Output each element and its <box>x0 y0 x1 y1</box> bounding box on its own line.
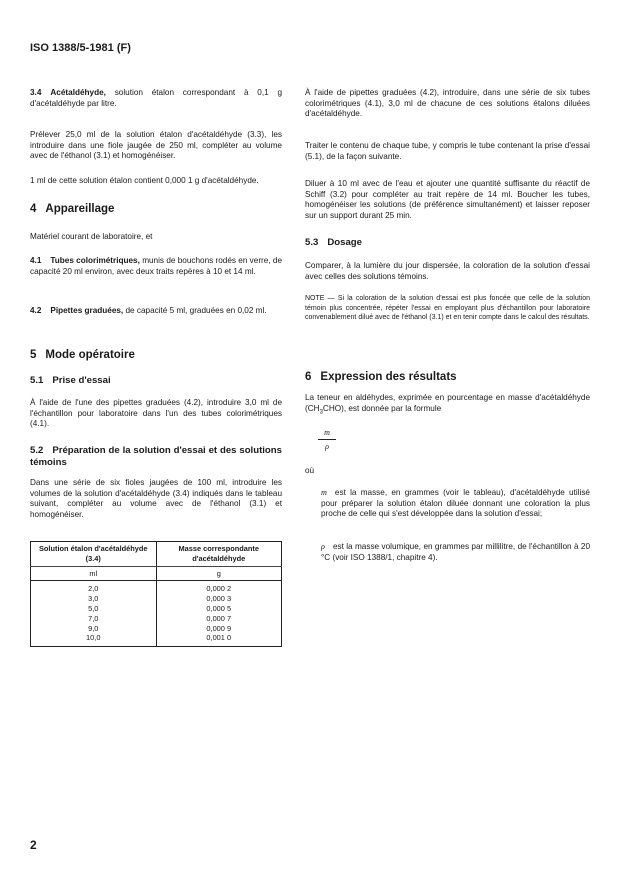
section-heading-6: 6 Expression des résultats <box>305 371 457 383</box>
table-row: 5,0 0,000 5 <box>31 604 282 614</box>
document-header: ISO 1388/5-1981 (F) <box>30 42 131 54</box>
table-header: Solution étalon d'acétaldéhyde (3.4) <box>31 542 157 567</box>
where-label: où <box>305 466 315 475</box>
definition-rho: ρ est la masse volumique, en grammes par millilitre, de l'échantillon à 20 °C (voir ISO 1388/1, chapitre 4). <box>321 542 590 562</box>
paragraph: La teneur en aldéhydes, exprimée en pourcentage en masse d'acétaldéhyde $(CH_3CHO)$, est donnée par la formule <box>305 393 590 416</box>
table-unit: ml <box>31 566 157 581</box>
paragraph: À l'aide de pipettes graduées (4.2), introduire, dans une série de six tubes colorimétriques (4.1), 3,0 ml de chacune de ces solutions étalons diluées d'acétaldéhyde. <box>305 88 590 119</box>
paragraph: À l'aide de l'une des pipettes graduées (4.2), introduire 3,0 ml de l'échantillon pour laboratoire dans l'un des tubes colorimétriques (4.1). <box>30 398 282 429</box>
table-unit: g <box>156 566 282 581</box>
paragraph: Matériel courant de laboratoire, et <box>30 232 153 241</box>
table-row: 2,0 0,000 2 <box>31 581 282 594</box>
paragraph: Diluer à 10 ml avec de l'eau et ajouter une quantité suffisante du réactif de Schiff (3.2) pour compléter au trait repère de 14 ml. Boucher les tubes, homogénéiser les solutions (de préférence simultanément) et laisser reposer sur un support durant 25 min. <box>305 179 590 220</box>
note: NOTE — Si la coloration de la solution d'essai est plus foncée que celle de la solution témoin plus concentrée, répéter l'essai en employant plus d'échantillon pour laboratoire convenablement dilué avec de l'éthanol (3.1) et en tenir compte dans le calcul des résultats. <box>305 295 590 322</box>
paragraph: Comparer, à la lumière du jour dispersée, la coloration de la solution d'essai avec celles des solutions témoins. <box>305 261 590 281</box>
table-header: Masse correspondante d'acétaldéhyde <box>156 542 282 567</box>
clause-3-4: 3.4 Acétaldéhyde, solution étalon correspondant à 0,1 g d'acétaldéhyde par litre. <box>30 88 283 108</box>
subsection-heading-5-2: 5.2 Préparation de la solution d'essai et des solutions témoins <box>30 445 282 468</box>
page-number: 2 <box>30 838 37 852</box>
formula: m ρ <box>318 428 336 451</box>
paragraph: Traiter le contenu de chaque tube, y compris le tube contenant la prise d'essai (5.1), de la façon suivante. <box>305 141 590 161</box>
standards-table <box>30 541 282 647</box>
definition-m: m est la masse, en grammes (voir le tableau), d'acétaldéhyde utilisé pour préparer la solution étalon diluée donnant une coloration la plus proche de celle qui s'est développée dans la solution d'essai; <box>321 488 590 519</box>
section-heading-4: 4 Appareillage <box>30 203 115 215</box>
table-row: 7,0 0,000 7 <box>31 614 282 624</box>
subsection-heading-5-3: 5.3 Dosage <box>305 237 362 248</box>
table-row: 9,0 0,000 9 <box>31 624 282 634</box>
clause-4-2: 4.2 Pipettes graduées, de capacité 5 ml, graduées en 0,02 ml. <box>30 306 267 315</box>
section-heading-5: 5 Mode opératoire <box>30 349 135 361</box>
paragraph: Dans une série de six fioles jaugées de 100 ml, introduire les volumes de la solution d'acétaldéhyde (3.4) indiqués dans le tableau suivant, compléter au volume avec de l'éthanol (3.1) et homogénéiser. <box>30 478 282 519</box>
subsection-heading-5-1: 5.1 Prise d'essai <box>30 375 111 386</box>
table-row: 3,0 0,000 3 <box>31 594 282 604</box>
paragraph: 1 ml de cette solution étalon contient 0,000 1 g d'acétaldéhyde. <box>30 176 259 185</box>
clause-4-1: 4.1 Tubes colorimétriques, munis de bouchons rodés en verre, de capacité 20 ml environ, avec deux traits repères à 10 et 14 ml. <box>30 256 282 276</box>
table-row: 10,0 0,001 0 <box>31 633 282 646</box>
paragraph: Prélever 25,0 ml de la solution étalon d'acétaldéhyde (3.3), les introduire dans une fiole jaugée de 250 ml, compléter au volume avec de l'éthanol (3.1) et homogénéiser. <box>30 130 282 161</box>
